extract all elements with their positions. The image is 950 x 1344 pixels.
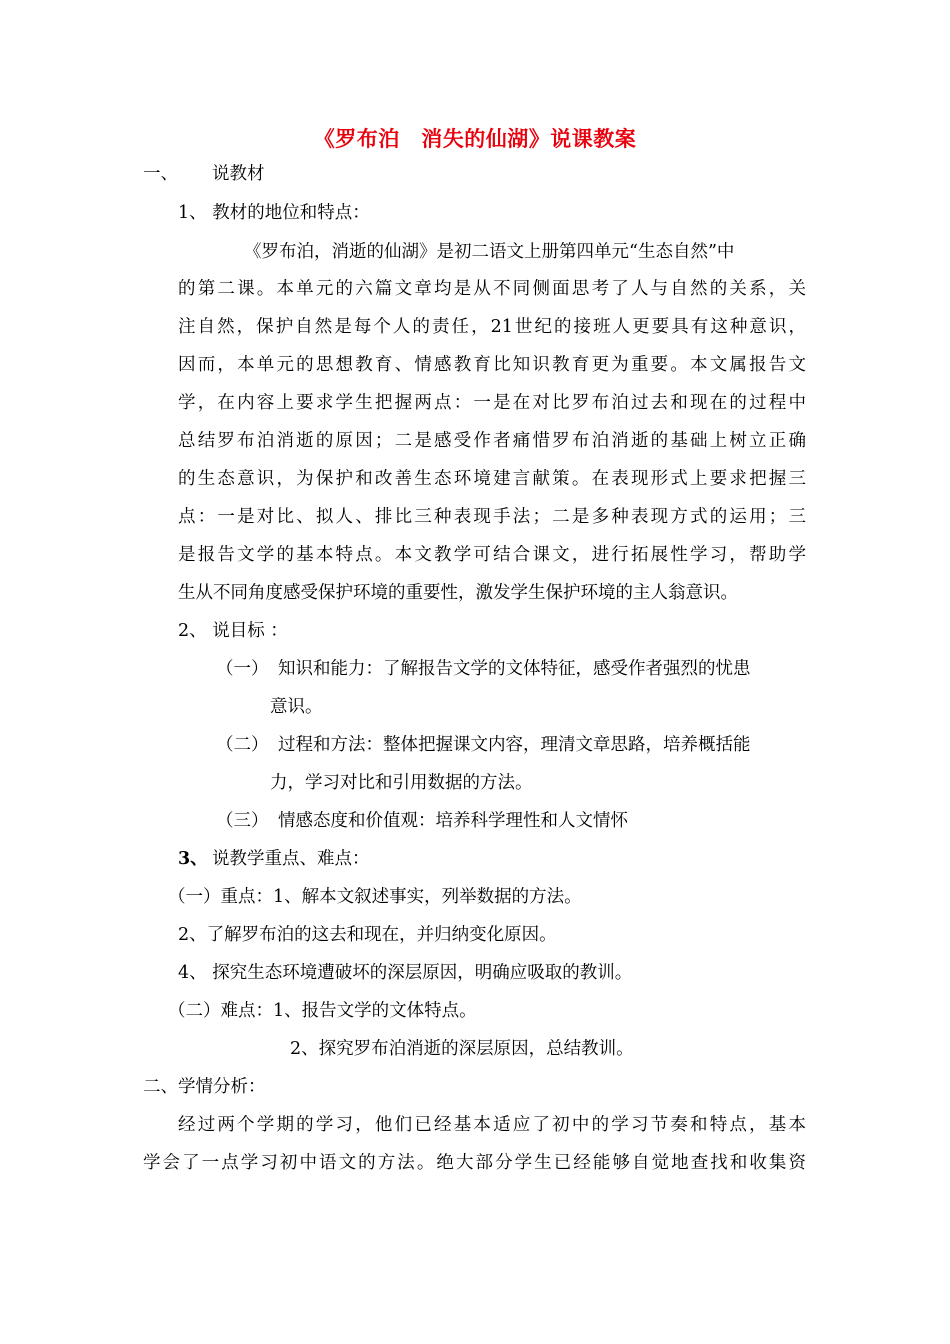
goal-label: （一） <box>216 659 269 679</box>
section-heading: 说教材 <box>212 164 265 184</box>
paragraph-line: 的生态意识，为保护和改善生态环境建言献策。在表现形式上要求把握三 <box>178 469 806 489</box>
item-heading: 1、 教材的地位和特点： <box>178 203 370 223</box>
key-point: （一）重点：1、解本文叙述事实，列举数据的方法。 <box>168 887 582 907</box>
item-heading: 说教学重点、难点： <box>212 849 370 869</box>
difficulty-point: 2、探究罗布泊消逝的深层原因，总结教训。 <box>290 1039 634 1059</box>
goal-label: （二） <box>216 735 269 755</box>
key-point: 2、了解罗布泊的这去和现在，并归纳变化原因。 <box>178 925 557 945</box>
goal-text: 知识和能力：了解报告文学的文体特征，感受作者强烈的忧患 <box>278 659 751 679</box>
paragraph-line: 学，在内容上要求学生把握两点：一是在对比罗布泊过去和现在的过程中 <box>178 393 806 413</box>
paragraph-line: 点：一是对比、拟人、排比三种表现手法；二是多种表现方式的运用；三 <box>178 507 806 527</box>
key-point: 4、 探究生态环境遭破坏的深层原因，明确应吸取的教训。 <box>178 963 633 983</box>
paragraph-line: 的第二课。本单元的六篇文章均是从不同侧面思考了人与自然的关系，关 <box>178 279 806 299</box>
document-title: 《罗布泊 消失的仙湖》说课教案 <box>313 126 637 151</box>
paragraph-line: 注自然，保护自然是每个人的责任，21世纪的接班人更要具有这种意识， <box>178 317 806 337</box>
paragraph-line: 因而，本单元的思想教育、情感教育比知识教育更为重要。本文属报告文 <box>178 355 806 375</box>
paragraph-line: 是报告文学的基本特点。本文教学可结合课文，进行拓展性学习，帮助学 <box>178 545 806 565</box>
item-number: 3、 <box>178 849 208 869</box>
paragraph-line: 学会了一点学习初中语文的方法。绝大部分学生已经能够自觉地查找和收集资 <box>143 1153 806 1173</box>
section-number: 一、 <box>143 164 178 184</box>
paragraph-line: 《罗布泊，消逝的仙湖》是初二语文上册第四单元“生态自然”中 <box>244 242 735 262</box>
paragraph-line: 经过两个学期的学习，他们已经基本适应了初中的学习节奏和特点，基本 <box>178 1115 806 1135</box>
paragraph-line: 总结罗布泊消逝的原因；二是感受作者痛惜罗布泊消逝的基础上树立正确 <box>178 431 806 451</box>
section-heading: 二、学情分析： <box>143 1077 266 1097</box>
goal-label: （三） <box>216 811 269 831</box>
goal-text: 过程和方法：整体把握课文内容，理清文章思路，培养概括能 <box>278 735 751 755</box>
paragraph-line: 生从不同角度感受保护环境的重要性，激发学生保护环境的主人翁意识。 <box>178 583 738 603</box>
item-heading: 2、 说目标 ： <box>178 621 288 641</box>
difficulty-point: （二）难点：1、报告文学的文体特点。 <box>168 1001 477 1021</box>
goal-text: 情感态度和价值观：培养科学理性和人文情怀 <box>278 811 628 831</box>
goal-text: 意识。 <box>270 697 323 717</box>
goal-text: 力，学习对比和引用数据的方法。 <box>270 773 533 793</box>
